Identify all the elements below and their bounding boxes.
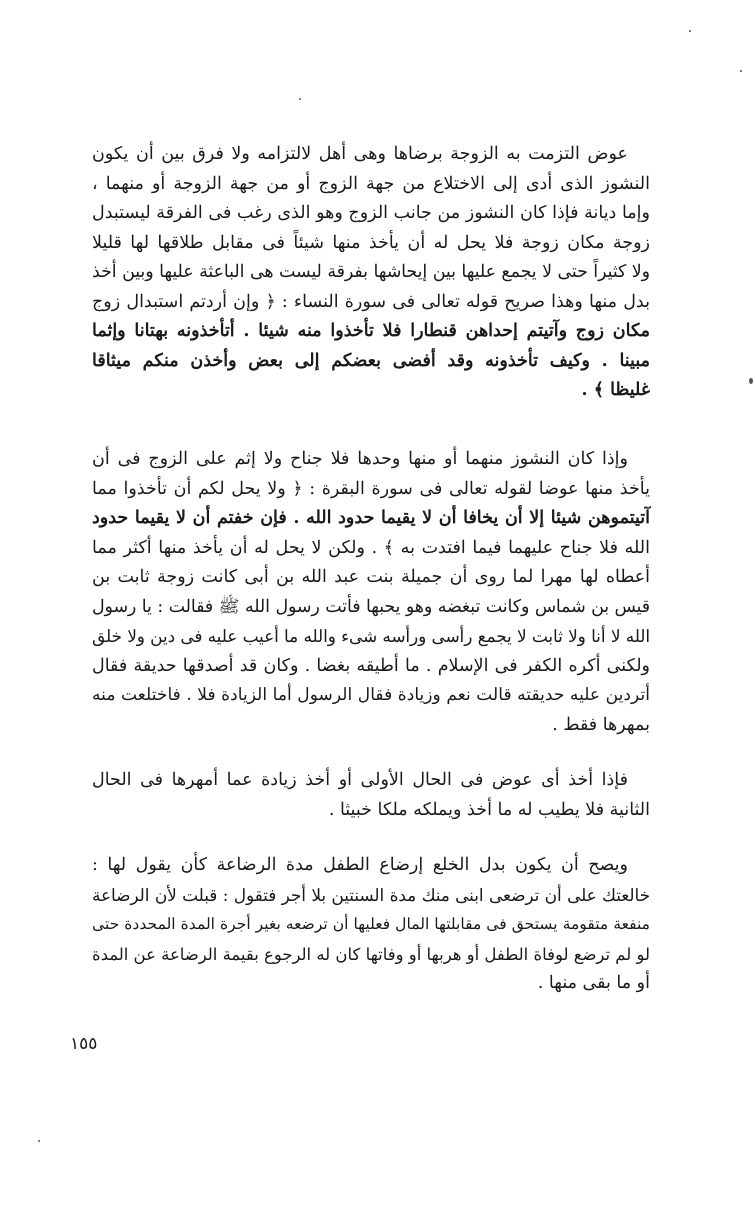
quran-verse-line: غليظا ﴾ . bbox=[581, 380, 650, 400]
scan-speck bbox=[740, 70, 742, 72]
text-line: بمهرها فقط . bbox=[552, 714, 650, 735]
text-line: فإذا أخذ أى عوض فى الحال الأولى أو أخذ زيادة عما أمهرها فى الحال bbox=[92, 770, 628, 790]
scan-speck bbox=[38, 1140, 40, 1142]
text-line: منفعة متقومة يستحق فى مقابلتها المال فعليها أن ترضعه بغير أجرة المدة المحددة حتى bbox=[92, 915, 650, 933]
quran-verse-line: مبينا . وكيف تأخذونه وقد أفضى بعضكم إلى بعض وأخذن منكم ميثاقا bbox=[92, 350, 650, 371]
text-line: عوض التزمت به الزوجة برضاها وهى أهل لالتزامه ولا فرق بين أن يكون bbox=[92, 144, 628, 164]
text-line: يأخذ منها عوضا لقوله تعالى فى سورة البقرة : ﴿ ولا يحل لكم أن تأخذوا مما bbox=[92, 478, 650, 499]
text-line: لو لم ترضع لوفاة الطفل أو هربها أو وفاتها كان له الرجوع بقيمة الرضاعة عن المدة bbox=[92, 944, 650, 964]
text-line: وإذا كان النشوز منهما أو منها وحدها فلا جناح ولا إثم على الزوج فى أن bbox=[92, 449, 628, 469]
text-line: النشوز الذى أدى إلى الاختلاع من جهة الزوج أو من جهة الزوجة أو منهما ، bbox=[92, 173, 650, 194]
text-line: الله فلا جناح عليهما فيما افتدت به ﴾ . ولكن لا يحل له أن يأخذ منها أكثر مما bbox=[92, 537, 650, 558]
page-number: ١٥٥ bbox=[70, 1034, 98, 1054]
scan-speck bbox=[749, 378, 753, 384]
text-line: بدل منها وهذا صريح قوله تعالى فى سورة النساء : ﴿ وإن أردتم استبدال زوج bbox=[92, 291, 650, 312]
text-line: الثانية فلا يطيب له ما أخذ ويملكه ملكا خبيثا . bbox=[328, 799, 650, 820]
paragraph-4 bbox=[92, 851, 650, 999]
text-line: الله لا أنا ولا ثابت لا يجمع رأسى ورأسه شىء والله ما أعيب عليه فى دين ولا خلق bbox=[92, 626, 650, 646]
text-line: ولا كثيراً حتى لا يجمع عليها بين إيحاشها بفرقة ليست هى الباعثة عليها وبين أخذ bbox=[92, 262, 650, 282]
text-line: زوجة مكان زوجة فلا يحل له أن يأخذ منها شيئاً فى مقابل طلاقها لها قليلا bbox=[92, 232, 650, 253]
paragraph-2 bbox=[92, 445, 650, 740]
text-line: أو ما بقى منها . bbox=[537, 973, 650, 993]
scan-speck bbox=[299, 98, 301, 100]
quran-verse-line: مكان زوج وآتيتم إحداهن قنطارا فلا تأخذوا منه شيئا . أتأخذونه بهتانا وإثما bbox=[92, 321, 650, 341]
text-line: خالعتك على أن ترضعى ابنى منك مدة السنتين بلا أجر فتقول : قبلت لأن الرضاعة bbox=[92, 884, 650, 905]
paragraph-1 bbox=[92, 140, 650, 406]
text-line: ولكنى أكره الكفر فى الإسلام . ما أطيقه بغضا . وكان قد أصدقها حديقة فقال bbox=[92, 655, 650, 676]
text-line: قيس بن شماس وكانت تبغضه وهو يحبها فأتت رسول الله ﷺ فقالت : يا رسول bbox=[92, 596, 650, 617]
scan-speck bbox=[689, 30, 691, 32]
paragraph-3 bbox=[92, 766, 650, 825]
text-line: وإما ديانة فإذا كان النشوز من جانب الزوج وهو الذى رغب فى الفرقة ليستبدل bbox=[92, 203, 650, 223]
text-line: أتردين عليه حديقته قالت نعم وزيادة فقال الرسول أما الزيادة فلا . فاختلعت منه bbox=[92, 685, 650, 705]
text-line: أعطاه لها مهرا لما روى أن جميلة بنت عبد الله بن أبى كانت زوجة ثابت بن bbox=[92, 567, 650, 587]
text-line: ويصح أن يكون بدل الخلع إرضاع الطفل مدة الرضاعة كأن يقول لها : bbox=[92, 855, 628, 875]
quran-verse-line: آتيتموهن شيئا إلا أن يخافا أن لا يقيما حدود الله . فإن خفتم أن لا يقيما حدود bbox=[92, 508, 650, 528]
